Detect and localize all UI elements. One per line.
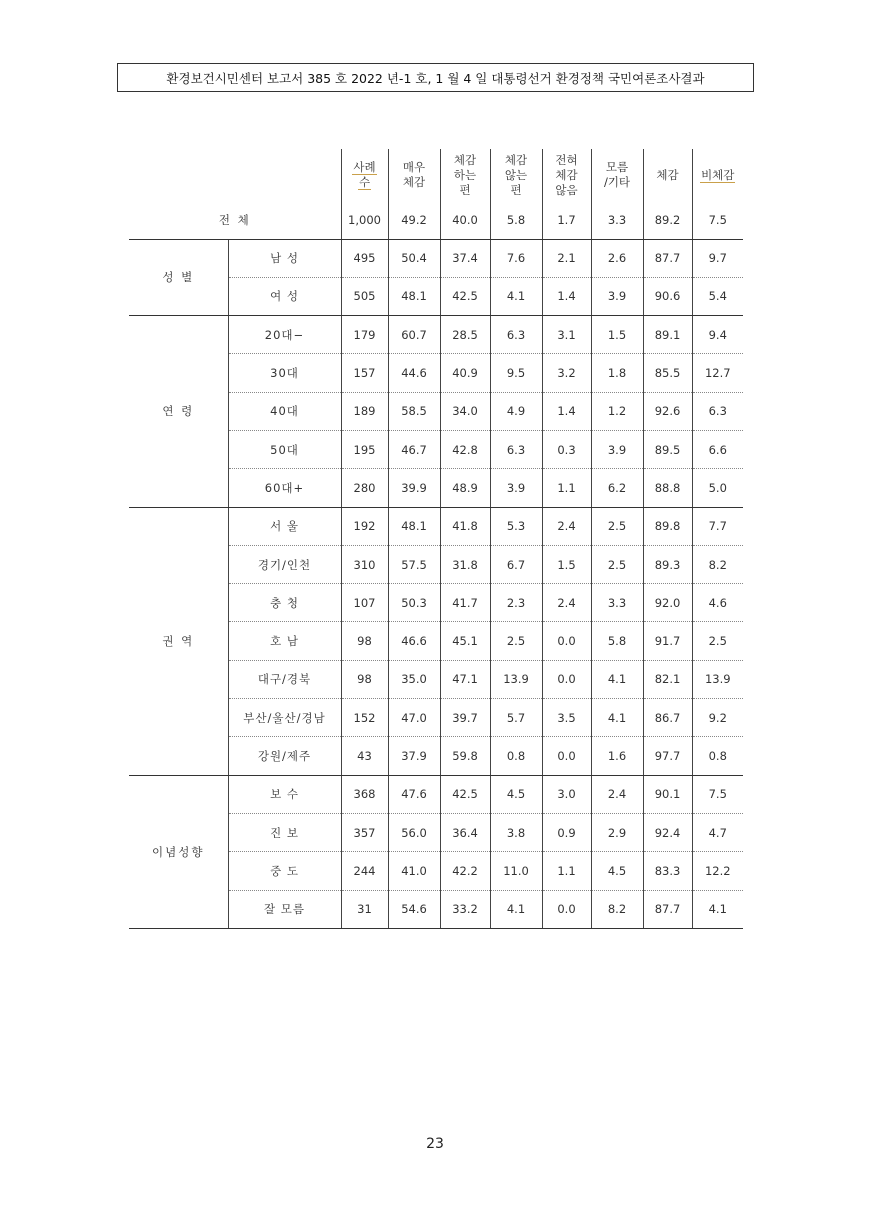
report-header-title: 환경보건시민센터 보고서 385 호 2022 년-1 호, 1 월 4 일 대통령선거 환경정책 국민여론조사결과 xyxy=(166,70,705,86)
cell: 87.7 xyxy=(643,890,692,928)
group-label: 이념성향 xyxy=(129,775,228,928)
cell: 92.0 xyxy=(643,584,692,622)
cell: 0.3 xyxy=(542,430,591,468)
cell: 41.0 xyxy=(388,852,440,890)
cell: 98 xyxy=(341,660,388,698)
row-label: 40대 xyxy=(228,392,341,430)
cell: 98 xyxy=(341,622,388,660)
cell: 195 xyxy=(341,430,388,468)
cell: 244 xyxy=(341,852,388,890)
cell: 46.7 xyxy=(388,430,440,468)
table-header xyxy=(129,149,743,201)
cell: 47.0 xyxy=(388,699,440,737)
cell: 59.8 xyxy=(440,737,490,775)
cell: 89.1 xyxy=(643,316,692,354)
cell: 43 xyxy=(341,737,388,775)
cell: 36.4 xyxy=(440,813,490,851)
row-label: 충 청 xyxy=(228,584,341,622)
cell: 88.8 xyxy=(643,469,692,507)
cell: 3.9 xyxy=(490,469,542,507)
row-label: 호 남 xyxy=(228,622,341,660)
cell: 1.4 xyxy=(542,392,591,430)
cell: 90.6 xyxy=(643,277,692,315)
cell: 4.1 xyxy=(591,699,643,737)
cell: 6.7 xyxy=(490,545,542,583)
col-header-somewhat-felt: 체감 하는 편 xyxy=(440,149,490,201)
report-header xyxy=(117,63,754,92)
cell: 60.7 xyxy=(388,316,440,354)
cell: 46.6 xyxy=(388,622,440,660)
cell: 92.4 xyxy=(643,813,692,851)
cell: 1.8 xyxy=(591,354,643,392)
cell: 0.0 xyxy=(542,890,591,928)
cell: 179 xyxy=(341,316,388,354)
cell: 5.0 xyxy=(692,469,743,507)
row-label: 중 도 xyxy=(228,852,341,890)
cell: 3.8 xyxy=(490,813,542,851)
row-label: 60대+ xyxy=(228,469,341,507)
cell: 42.2 xyxy=(440,852,490,890)
cell: 4.1 xyxy=(490,890,542,928)
cell: 7.6 xyxy=(490,239,542,277)
cell: 6.3 xyxy=(490,316,542,354)
cell: 357 xyxy=(341,813,388,851)
cell: 39.7 xyxy=(440,699,490,737)
row-label: 대구/경북 xyxy=(228,660,341,698)
col-header-very-felt: 매우 체감 xyxy=(388,149,440,201)
cell: 0.0 xyxy=(542,622,591,660)
cell: 97.7 xyxy=(643,737,692,775)
cell: 49.2 xyxy=(388,201,440,239)
cell: 1.1 xyxy=(542,852,591,890)
row-label: 경기/인천 xyxy=(228,545,341,583)
cell: 3.9 xyxy=(591,277,643,315)
cell: 44.6 xyxy=(388,354,440,392)
cell: 368 xyxy=(341,775,388,813)
table-row xyxy=(129,316,743,354)
cell: 0.8 xyxy=(490,737,542,775)
cell: 2.5 xyxy=(692,622,743,660)
cell: 310 xyxy=(341,545,388,583)
row-label: 서 울 xyxy=(228,507,341,545)
cell: 0.8 xyxy=(692,737,743,775)
cell: 83.3 xyxy=(643,852,692,890)
cell: 2.3 xyxy=(490,584,542,622)
cell: 5.4 xyxy=(692,277,743,315)
cell: 31 xyxy=(341,890,388,928)
cell: 3.9 xyxy=(591,430,643,468)
cell: 12.7 xyxy=(692,354,743,392)
page-number: 23 xyxy=(426,1136,444,1152)
cell: 9.7 xyxy=(692,239,743,277)
group-label: 성 별 xyxy=(129,239,228,316)
table-row-total xyxy=(129,201,743,239)
row-label: 30대 xyxy=(228,354,341,392)
cell: 39.9 xyxy=(388,469,440,507)
cell: 2.5 xyxy=(490,622,542,660)
cell: 4.7 xyxy=(692,813,743,851)
cell: 0.0 xyxy=(542,737,591,775)
cell: 2.5 xyxy=(591,545,643,583)
cell: 40.9 xyxy=(440,354,490,392)
col-header-felt: 체감 xyxy=(643,149,692,201)
cell: 9.2 xyxy=(692,699,743,737)
row-label: 부산/울산/경남 xyxy=(228,699,341,737)
survey-results-table xyxy=(129,149,743,929)
cell: 50.4 xyxy=(388,239,440,277)
row-label: 남 성 xyxy=(228,239,341,277)
table-body xyxy=(129,201,743,928)
cell: 1.5 xyxy=(542,545,591,583)
cell: 33.2 xyxy=(440,890,490,928)
col-header-cases: 사례 수 xyxy=(341,149,388,201)
cell: 42.5 xyxy=(440,775,490,813)
cell: 6.6 xyxy=(692,430,743,468)
cell: 6.3 xyxy=(692,392,743,430)
cell: 1.6 xyxy=(591,737,643,775)
cell: 2.5 xyxy=(591,507,643,545)
cell: 42.5 xyxy=(440,277,490,315)
cell: 157 xyxy=(341,354,388,392)
cell: 37.9 xyxy=(388,737,440,775)
cell: 8.2 xyxy=(692,545,743,583)
cell: 4.5 xyxy=(591,852,643,890)
cell: 89.5 xyxy=(643,430,692,468)
cell: 58.5 xyxy=(388,392,440,430)
cell: 45.1 xyxy=(440,622,490,660)
cell: 34.0 xyxy=(440,392,490,430)
cell: 40.0 xyxy=(440,201,490,239)
cell: 48.1 xyxy=(388,507,440,545)
col-header-unknown-other: 모름 /기타 xyxy=(591,149,643,201)
group-label: 연 령 xyxy=(129,316,228,507)
cell: 107 xyxy=(341,584,388,622)
row-label-total: 전 체 xyxy=(129,201,341,239)
table-row xyxy=(129,507,743,545)
cell: 3.1 xyxy=(542,316,591,354)
row-label: 강원/제주 xyxy=(228,737,341,775)
cell: 11.0 xyxy=(490,852,542,890)
cell: 37.4 xyxy=(440,239,490,277)
cell: 1.4 xyxy=(542,277,591,315)
cell: 4.1 xyxy=(490,277,542,315)
cell: 57.5 xyxy=(388,545,440,583)
row-label: 50대 xyxy=(228,430,341,468)
cell: 5.3 xyxy=(490,507,542,545)
cell: 6.2 xyxy=(591,469,643,507)
cell: 5.8 xyxy=(490,201,542,239)
cell: 91.7 xyxy=(643,622,692,660)
cell: 89.3 xyxy=(643,545,692,583)
cell: 2.4 xyxy=(591,775,643,813)
cell: 1,000 xyxy=(341,201,388,239)
row-label: 보 수 xyxy=(228,775,341,813)
cell: 1.2 xyxy=(591,392,643,430)
cell: 12.2 xyxy=(692,852,743,890)
cell: 86.7 xyxy=(643,699,692,737)
cell: 35.0 xyxy=(388,660,440,698)
cell: 5.7 xyxy=(490,699,542,737)
cell: 5.8 xyxy=(591,622,643,660)
cell: 3.5 xyxy=(542,699,591,737)
col-header-somewhat-not-felt: 체감 않는 편 xyxy=(490,149,542,201)
cell: 4.6 xyxy=(692,584,743,622)
cell: 0.0 xyxy=(542,660,591,698)
cell: 8.2 xyxy=(591,890,643,928)
cell: 3.2 xyxy=(542,354,591,392)
cell: 13.9 xyxy=(692,660,743,698)
cell: 85.5 xyxy=(643,354,692,392)
cell: 47.1 xyxy=(440,660,490,698)
cell: 495 xyxy=(341,239,388,277)
cell: 192 xyxy=(341,507,388,545)
cell: 189 xyxy=(341,392,388,430)
cell: 4.1 xyxy=(692,890,743,928)
cell: 2.4 xyxy=(542,584,591,622)
cell: 4.5 xyxy=(490,775,542,813)
cell: 42.8 xyxy=(440,430,490,468)
cell: 28.5 xyxy=(440,316,490,354)
col-header-not-felt-at-all: 전혀 체감 않음 xyxy=(542,149,591,201)
cell: 87.7 xyxy=(643,239,692,277)
cell: 41.8 xyxy=(440,507,490,545)
cell: 505 xyxy=(341,277,388,315)
cell: 54.6 xyxy=(388,890,440,928)
table-row xyxy=(129,239,743,277)
cell: 2.4 xyxy=(542,507,591,545)
cell: 56.0 xyxy=(388,813,440,851)
cell: 13.9 xyxy=(490,660,542,698)
cell: 4.1 xyxy=(591,660,643,698)
cell: 31.8 xyxy=(440,545,490,583)
cell: 2.9 xyxy=(591,813,643,851)
table-row xyxy=(129,775,743,813)
header-corner xyxy=(129,149,341,201)
cell: 1.1 xyxy=(542,469,591,507)
cell: 7.7 xyxy=(692,507,743,545)
cell: 2.1 xyxy=(542,239,591,277)
cell: 89.8 xyxy=(643,507,692,545)
cell: 0.9 xyxy=(542,813,591,851)
col-header-not-felt: 비체감 xyxy=(701,167,735,182)
cell: 1.7 xyxy=(542,201,591,239)
cell: 1.5 xyxy=(591,316,643,354)
cell: 152 xyxy=(341,699,388,737)
cell: 41.7 xyxy=(440,584,490,622)
cell: 3.0 xyxy=(542,775,591,813)
group-label: 권 역 xyxy=(129,507,228,775)
cell: 4.9 xyxy=(490,392,542,430)
cell: 6.3 xyxy=(490,430,542,468)
cell: 9.4 xyxy=(692,316,743,354)
cell: 92.6 xyxy=(643,392,692,430)
row-label: 진 보 xyxy=(228,813,341,851)
cell: 48.9 xyxy=(440,469,490,507)
cell: 48.1 xyxy=(388,277,440,315)
cell: 50.3 xyxy=(388,584,440,622)
cell: 90.1 xyxy=(643,775,692,813)
cell: 47.6 xyxy=(388,775,440,813)
cell: 280 xyxy=(341,469,388,507)
cell: 9.5 xyxy=(490,354,542,392)
cell: 7.5 xyxy=(692,775,743,813)
cell: 7.5 xyxy=(692,201,743,239)
row-label: 잘 모름 xyxy=(228,890,341,928)
cell: 3.3 xyxy=(591,584,643,622)
cell: 82.1 xyxy=(643,660,692,698)
row-label: 20대− xyxy=(228,316,341,354)
cell: 89.2 xyxy=(643,201,692,239)
cell: 3.3 xyxy=(591,201,643,239)
cell: 2.6 xyxy=(591,239,643,277)
row-label: 여 성 xyxy=(228,277,341,315)
